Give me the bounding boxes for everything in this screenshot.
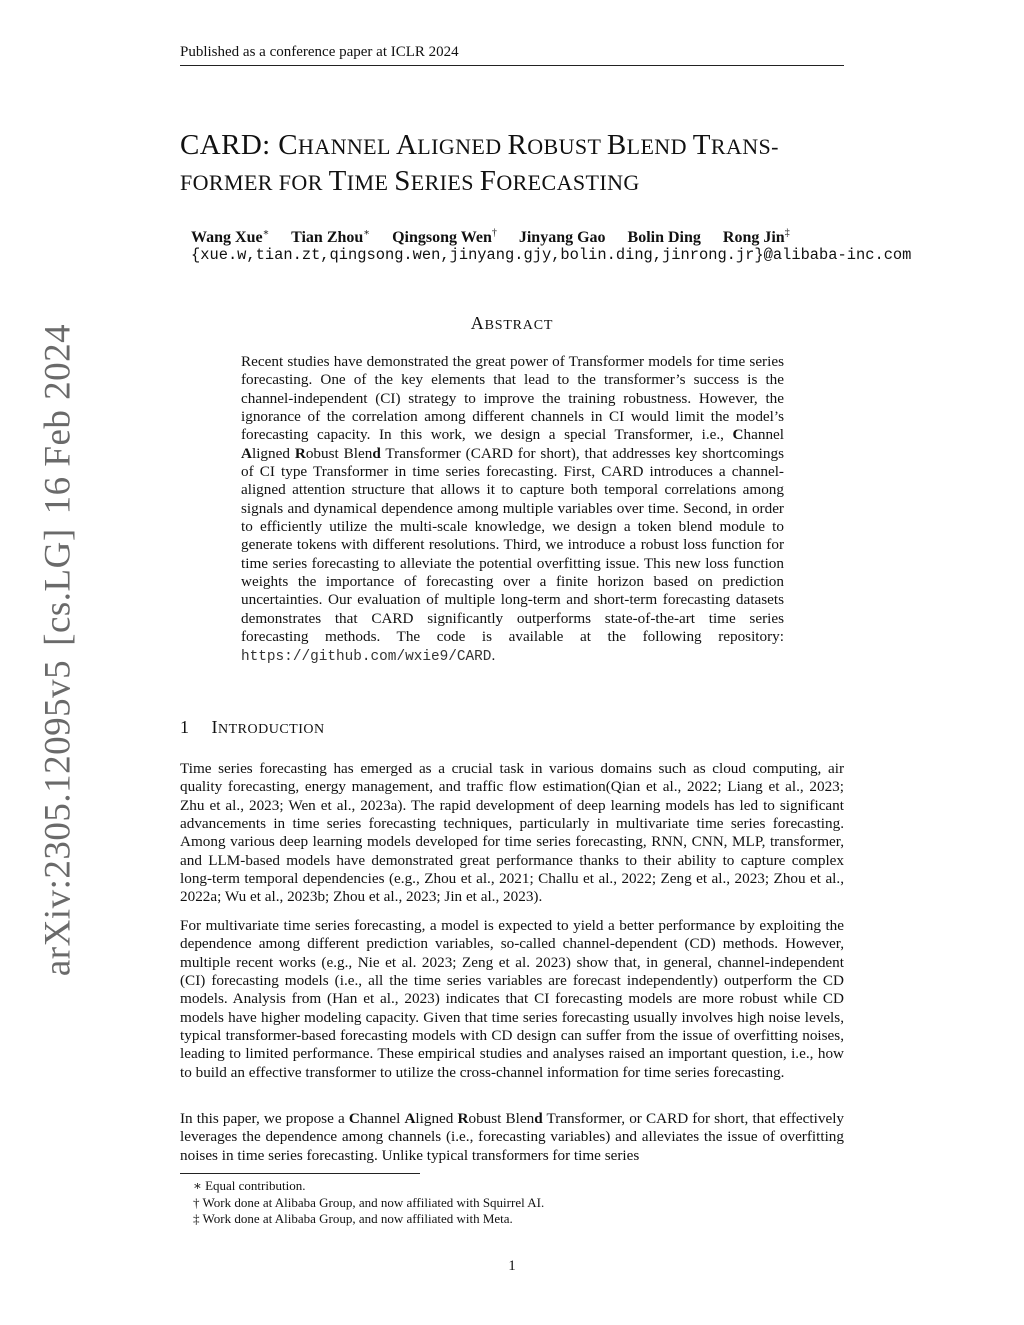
acronym-letter: R	[294, 444, 306, 462]
acronym-letter: A	[241, 444, 252, 462]
abstract-body	[241, 353, 784, 666]
author-name: Bolin Ding	[627, 229, 701, 247]
title-seg: T	[328, 165, 347, 197]
title-seg: IME	[346, 170, 395, 195]
title-line-1	[180, 128, 860, 164]
title-seg: S	[394, 165, 411, 197]
title-seg: R	[507, 129, 528, 161]
paragraph-text: Transformer, or CARD for short, that effectively leverages the dependence among channels (i.e., forecasting variables) and alleviates the issue of overfitting noises in time series forecasting. Unlike typical transformers for time series	[180, 1110, 845, 1164]
acronym-letter: d	[534, 1110, 543, 1127]
running-header: Published as a conference paper at ICLR 2024	[180, 44, 459, 60]
acronym-letter: R	[457, 1110, 469, 1127]
abstract-text: Recent studies have demonstrated the great power of Transformer models for time series forecasting. One of the key elements that lead to the transformer’s success is the channel-independent (CI) strategy to improve the training robustness. However, the ignorance of the correlation among different channels in CI would limit the model’s forecasting capacity. In this work, we design a special Transformer, i.e.,	[241, 353, 784, 444]
header-rule	[180, 65, 844, 66]
heading-initial: I	[211, 717, 218, 737]
arxiv-stamp	[37, 324, 80, 976]
author	[191, 229, 269, 246]
author	[519, 229, 606, 246]
acronym-rest: ligned	[415, 1110, 458, 1127]
intro-paragraph-2: For multivariate time series forecasting, a model is expected to yield a better performance by exploiting the dependence among different prediction variables, so-called channel-dependent (CD) methods. However, multiple recent works (e.g., Nie et al. 2023; Zeng et al. 2023) show that, in general, channel-independent (CI) forecasting models (i.e., all the time series variables are forecast independently) outperform the CD models. Analysis from (Han et al., 2023) indicates that CI forecasting models are more robust while CD models have higher modeling capacity. Given that time series forecasting usually involves high noise levels, typical transformer-based forecasting models with CD design can suffer from the issue of overfitting noises, leading to limited performance. These empirical studies and analyses raised an important question, i.e., how to build an effective transformer to utilize the cross-channel information for time series forecasting.	[180, 917, 844, 1081]
author	[392, 229, 497, 246]
page-number: 1	[508, 1258, 516, 1274]
author-name: Wang Xue	[191, 229, 263, 247]
acronym-letter: A	[404, 1110, 416, 1127]
acronym-rest: hannel	[743, 426, 784, 444]
arxiv-category: [cs.LG]	[37, 528, 79, 646]
abstract-end: .	[491, 646, 496, 664]
author-mark: ∗	[262, 228, 270, 239]
title-seg: FORMER FOR	[180, 170, 329, 195]
title-seg: LEND	[626, 134, 693, 159]
acronym-letter: C	[348, 1110, 360, 1127]
abstract-heading	[0, 313, 1024, 334]
title-line-2	[180, 164, 860, 200]
title-seg: HANNEL	[298, 134, 396, 159]
footnotes	[193, 1178, 544, 1228]
title-seg: ORECASTING	[496, 170, 640, 195]
title-seg: B	[606, 129, 627, 161]
acronym-rest: ligned	[251, 444, 295, 462]
author-emails: {xue.w,tian.zt,qingsong.wen,jinyang.gjy,bolin.ding,jinrong.jr}@alibaba-inc.com	[191, 246, 912, 264]
acronym-rest: hannel	[359, 1110, 405, 1127]
author	[291, 229, 370, 246]
acronym-letter: C	[732, 426, 744, 444]
author	[723, 229, 790, 246]
author-name: Tian Zhou	[291, 229, 364, 247]
author-mark: ∗	[363, 228, 371, 239]
acronym-rest: obust Blen	[468, 1110, 535, 1127]
author-name: Qingsong Wen	[392, 229, 492, 247]
intro-paragraph-3	[180, 1110, 844, 1165]
title-seg: CARD: C	[180, 129, 299, 161]
title-seg: F	[479, 165, 497, 197]
title-seg: RANS-	[710, 134, 779, 159]
author	[628, 229, 701, 246]
author-name: Jinyang Gao	[518, 229, 606, 247]
section-heading	[180, 717, 325, 738]
acronym-letter: d	[372, 444, 381, 462]
title-seg: OBUST	[527, 134, 607, 159]
author-mark: ‡	[784, 228, 790, 239]
footnote-rule	[180, 1173, 420, 1174]
heading-rest: BSTRACT	[484, 318, 554, 333]
paragraph-text: In this paper, we propose a	[180, 1110, 349, 1127]
heading-initial: A	[470, 313, 485, 333]
abstract-text: Transformer (CARD for short), that addresses key shortcomings of CI type Transformer in time series forecasting. First, CARD introduces a channel-aligned attention structure that allows it to capture both temporal correlations among signals and dynamical dependence among multiple variables over time. Second, in order to efficiently utilize the multi-scale knowledge, we design a token blend module to generate tokens with different resolutions. Third, we introduce a robust loss function for time series forecasting to alleviate the potential overfitting issue. This new loss function weights the importance of forecasting over a finite horizon based on prediction uncertainties. Our evaluation of multiple long-term and short-term forecasting datasets demonstrates that CARD significantly outperforms state-of-the-art time series forecasting methods. The code is available at the following repository:	[241, 444, 784, 646]
arxiv-date: 16 Feb 2024	[37, 323, 79, 515]
title-seg: LIGNED	[417, 134, 508, 159]
footnote: † Work done at Alibaba Group, and now affiliated with Squirrel AI.	[193, 1194, 545, 1210]
footnote: ‡ Work done at Alibaba Group, and now affiliated with Meta.	[193, 1211, 513, 1226]
author-name: Rong Jin	[722, 229, 785, 247]
acronym-rest: obust Blen	[305, 444, 373, 462]
section-number: 1	[180, 717, 190, 737]
intro-paragraph-1: Time series forecasting has emerged as a crucial task in various domains such as cloud computing, air quality forecasting, energy management, and traffic flow estimation(Qian et al., 2022; Liang et al., 2023; Zhu et al., 2023; Wen et al., 2023a). The rapid development of deep learning models has led to significant advancements in time series forecasting techniques, particularly in multivariate time series forecasting. Among various deep learning models developed for time series forecasting, RNN, CNN, MLP, transformer, and LLM-based models have demonstrated great performance thanks to their ability to capture complex long-term temporal dependencies (e.g., Zhou et al., 2021; Challu et al., 2022; Zeng et al., 2023; Zhou et al., 2022a; Wu et al., 2023b; Zhou et al., 2023; Jin et al., 2023).	[180, 760, 844, 906]
arxiv-id: arXiv:2305.12095v5	[37, 659, 79, 977]
paper-title	[180, 128, 860, 200]
title-seg: ERIES	[410, 170, 480, 195]
repository-link[interactable]: https://github.com/wxie9/CARD	[241, 648, 492, 665]
author-mark: †	[491, 228, 497, 239]
title-seg: A	[395, 129, 418, 161]
author-list	[191, 228, 808, 247]
heading-rest: NTRODUCTION	[218, 722, 325, 737]
footnote: ∗ Equal contribution.	[193, 1178, 306, 1193]
title-seg: T	[692, 129, 711, 161]
